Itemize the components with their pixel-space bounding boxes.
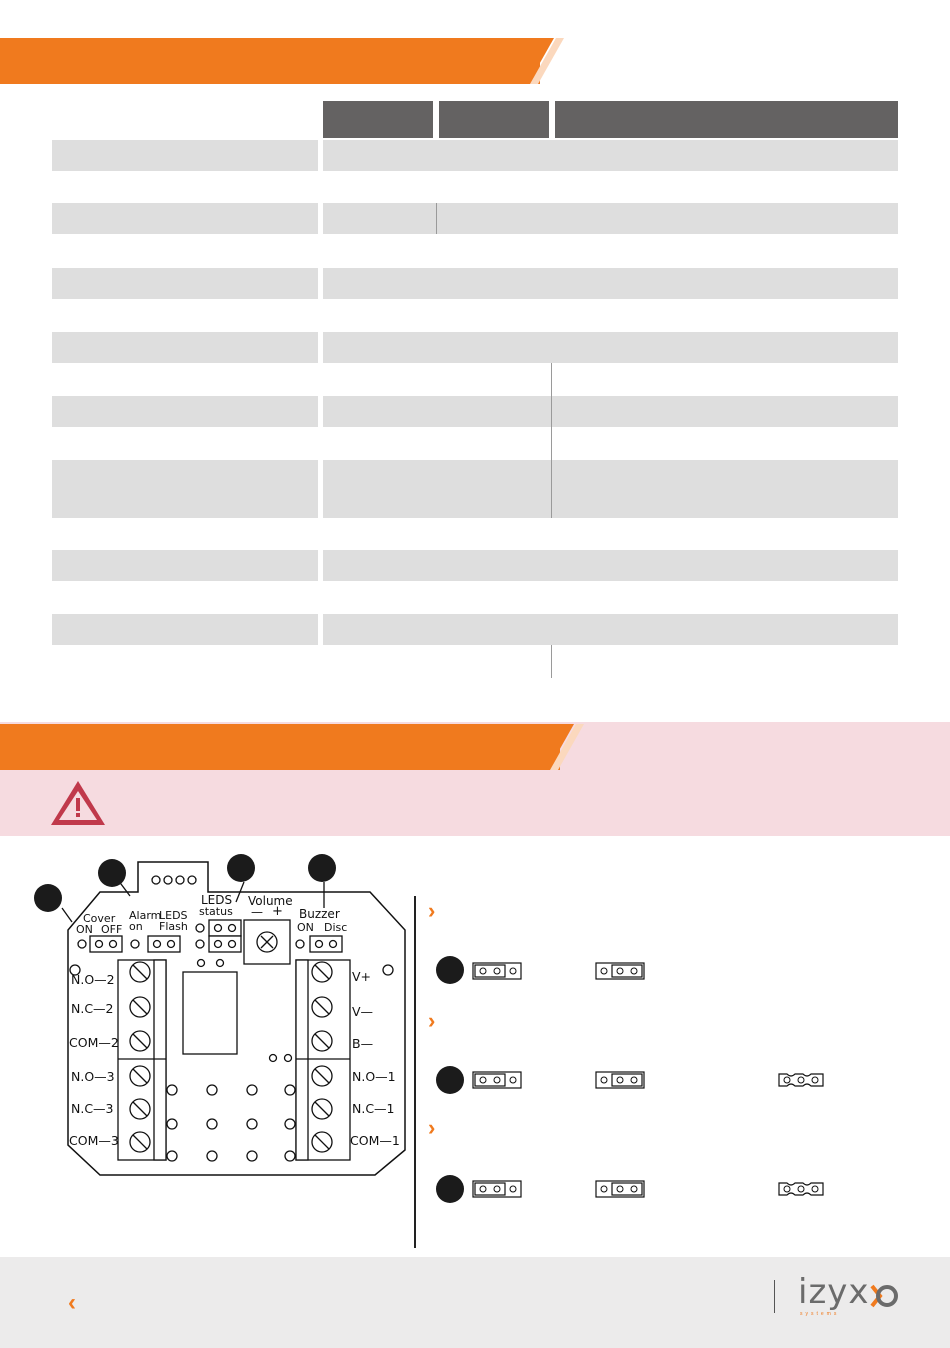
row-label (52, 140, 318, 171)
jumper-position-open (777, 1070, 829, 1090)
section-header-band-2-tip (540, 724, 590, 770)
buzzer-label: Buzzer (299, 907, 340, 921)
leds-status-title: LEDS (201, 893, 233, 907)
row-value (323, 140, 898, 171)
section-header-band-tip (520, 38, 570, 84)
jumper-position-off (595, 1179, 647, 1199)
column-divider (414, 896, 416, 1248)
terminal-no3: N.O—3 (71, 1069, 115, 1084)
volume-label: Volume (248, 894, 293, 908)
cell-divider (436, 203, 437, 234)
terminal-nc2: N.C—2 (71, 1001, 114, 1016)
bullet-arrow-icon: › (428, 1008, 436, 1033)
terminal-bminus: B— (352, 1036, 374, 1051)
row-value (323, 614, 898, 645)
jumper-position-on (472, 1179, 524, 1199)
row-value (323, 268, 898, 299)
jumper-position-off (595, 961, 647, 981)
page-top (0, 0, 950, 36)
terminal-com3: COM—3 (69, 1133, 119, 1148)
row-label (52, 396, 318, 427)
cover-on-label: ON (76, 923, 93, 936)
bullet-arrow-icon: › (428, 1115, 436, 1140)
leds-status-label: status (199, 905, 233, 918)
warning-icon (48, 778, 108, 828)
volume-plus-label: + (272, 904, 283, 919)
alarm-label: Alarm (129, 909, 162, 922)
jumper-position-on (472, 961, 524, 981)
section-header-band-2 (0, 724, 560, 770)
buzzer-disc-label: Disc (324, 921, 348, 934)
cover-label: Cover (83, 912, 116, 925)
jumper-number-badge (436, 1175, 464, 1203)
table-header-col-1 (323, 101, 433, 138)
cell-divider (551, 645, 552, 678)
terminal-no1: N.O—1 (352, 1069, 396, 1084)
terminal-com1: COM—1 (350, 1133, 400, 1148)
cell-divider (551, 363, 552, 518)
jumper-position-on (472, 1070, 524, 1090)
terminal-vminus: V— (352, 1004, 374, 1019)
chevron-left-icon[interactable]: ‹ (68, 1289, 76, 1316)
table-header-col-2 (439, 101, 549, 138)
brand-sub: systems (800, 1311, 840, 1317)
row-value (323, 332, 898, 363)
table-header-col-3 (555, 101, 898, 138)
brand-logo (798, 1272, 870, 1317)
volume-minus-label: — (251, 905, 263, 919)
row-label (52, 614, 318, 645)
bullet-arrow-icon: › (428, 898, 436, 923)
row-value (323, 550, 898, 581)
terminal-vplus: V+ (352, 969, 372, 984)
row-value (323, 203, 898, 234)
jumper-number-badge (436, 1066, 464, 1094)
section-header-band (0, 38, 540, 84)
leds-flash-label: Flash (159, 920, 188, 933)
jumper-position-open (777, 1179, 829, 1199)
terminal-nc3: N.C—3 (71, 1101, 114, 1116)
alarm-on-label: on (129, 920, 143, 933)
brand-mark-icon (868, 1280, 900, 1312)
jumper-position-off (595, 1070, 647, 1090)
footer-divider (774, 1280, 775, 1313)
leds-flash-title: LEDS (159, 909, 188, 922)
row-value (323, 460, 898, 518)
row-label (52, 332, 318, 363)
row-value (323, 396, 898, 427)
row-label (52, 268, 318, 299)
row-label (52, 550, 318, 581)
row-label (52, 203, 318, 234)
brand-wordmark: izyx (798, 1272, 870, 1312)
jumper-number-badge (436, 956, 464, 984)
terminal-com2: COM—2 (69, 1035, 119, 1050)
cover-off-label: OFF (101, 923, 123, 936)
terminal-no2: N.O—2 (71, 972, 115, 987)
row-label (52, 460, 318, 518)
terminal-nc1: N.C—1 (352, 1101, 395, 1116)
buzzer-on-label: ON (297, 921, 314, 934)
